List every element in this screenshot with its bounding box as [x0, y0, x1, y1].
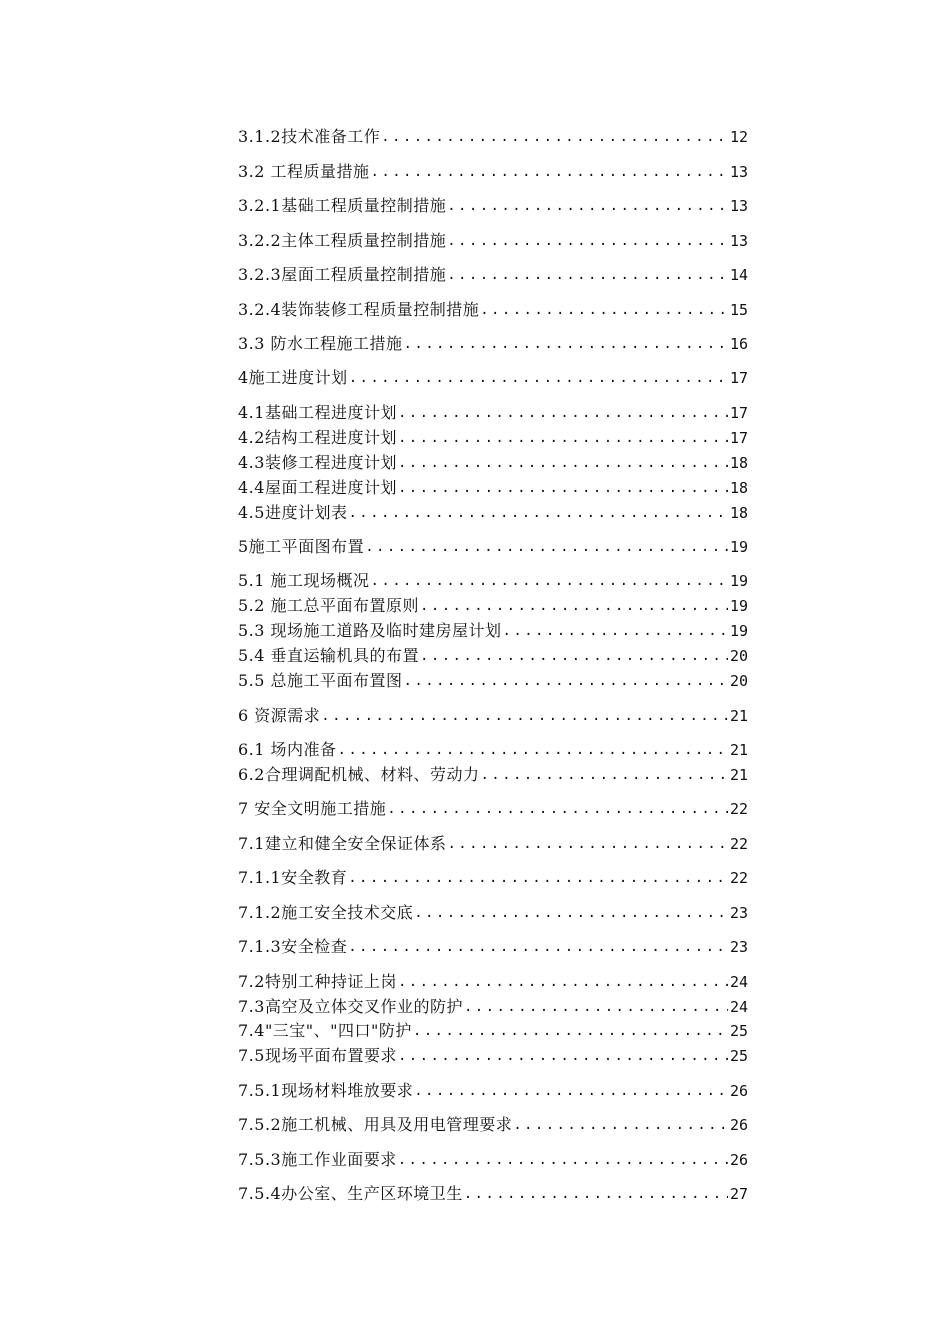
toc-entry-title: 7.3高空及立体交叉作业的防护	[238, 997, 463, 1016]
toc-page-number: 22	[729, 869, 748, 887]
toc-entry[interactable]	[238, 644, 748, 666]
toc-entry-title: 7.1.2施工安全技术交底	[238, 903, 414, 922]
toc-entry[interactable]	[238, 704, 748, 726]
toc-entry[interactable]	[238, 298, 748, 320]
toc-dot-leader	[380, 127, 728, 147]
toc-entry-title: 7.1.1安全教育	[238, 868, 348, 887]
toc-entry-title: 3.2 工程质量措施	[238, 162, 370, 181]
toc-page-number: 21	[729, 741, 748, 759]
toc-dot-leader	[397, 1046, 728, 1066]
toc-entry-title: 3.2.2主体工程质量控制措施	[238, 231, 447, 250]
toc-page-number: 19	[729, 597, 748, 615]
toc-entry[interactable]	[238, 619, 748, 641]
toc-entry[interactable]	[238, 970, 748, 992]
toc-page-number: 18	[729, 454, 748, 472]
toc-entry[interactable]	[238, 1113, 748, 1135]
toc-entry-title: 5.2 施工总平面布置原则	[238, 596, 420, 615]
toc-page-number: 19	[729, 622, 748, 640]
toc-entry-title: 5.3 现场施工道路及临时建房屋计划	[238, 621, 502, 640]
toc-dot-leader	[446, 834, 727, 854]
toc-entry-title: 3.2.4装饰装修工程质量控制措施	[238, 300, 480, 319]
toc-dot-leader	[419, 646, 728, 666]
toc-entry-title: 4施工进度计划	[238, 368, 348, 387]
toc-entry[interactable]	[238, 669, 748, 691]
toc-dot-leader	[463, 997, 728, 1017]
toc-page-number: 13	[729, 163, 748, 181]
toc-entry[interactable]	[238, 125, 748, 147]
toc-dot-leader	[446, 265, 728, 285]
toc-page-number: 25	[729, 1022, 748, 1040]
toc-dot-leader	[502, 621, 728, 641]
toc-entry-title: 6 资源需求	[238, 706, 321, 725]
toc-entry-title: 4.4屋面工程进度计划	[238, 478, 397, 497]
toc-entry[interactable]	[238, 995, 748, 1017]
toc-dot-leader	[320, 706, 728, 726]
toc-dot-leader	[463, 1184, 728, 1204]
toc-entry[interactable]	[238, 451, 748, 473]
toc-entry-title: 4.1基础工程进度计划	[238, 403, 397, 422]
toc-page-number: 23	[729, 938, 748, 956]
toc-page-number: 21	[729, 766, 748, 784]
toc-entry[interactable]	[238, 866, 748, 888]
toc-page-number: 22	[729, 800, 748, 818]
toc-page-number: 20	[729, 647, 748, 665]
toc-page-number: 13	[729, 232, 748, 250]
toc-entry-title: 5施工平面图布置	[238, 537, 365, 556]
toc-entry-title: 4.3装修工程进度计划	[238, 453, 397, 472]
toc-dot-leader	[446, 196, 728, 216]
toc-page-number: 19	[729, 572, 748, 590]
toc-dot-leader	[512, 1115, 728, 1135]
toc-entry-title: 7.5.1现场材料堆放要求	[238, 1081, 414, 1100]
toc-entry-title: 5.4 垂直运输机具的布置	[238, 646, 420, 665]
toc-dot-leader	[413, 1081, 728, 1101]
toc-entry[interactable]	[238, 797, 748, 819]
toc-page-number: 23	[729, 904, 748, 922]
toc-dot-leader	[364, 537, 728, 557]
toc-page-number: 18	[729, 504, 748, 522]
toc-page-number: 26	[729, 1116, 748, 1134]
toc-entry[interactable]	[238, 1019, 748, 1041]
toc-page-number: 26	[729, 1151, 748, 1169]
toc-page-number: 17	[729, 404, 748, 422]
toc-dot-leader	[403, 671, 728, 691]
toc-page-number: 17	[729, 369, 748, 387]
toc-dot-leader	[347, 937, 728, 957]
toc-entry[interactable]	[238, 332, 748, 354]
toc-entry[interactable]	[238, 1182, 748, 1204]
toc-dot-leader	[446, 231, 728, 251]
toc-entry[interactable]	[238, 594, 748, 616]
toc-entry-title: 6.2合理调配机械、材料、劳动力	[238, 765, 480, 784]
toc-page-number: 14	[729, 266, 748, 284]
toc-entry-title: 4.5进度计划表	[238, 503, 348, 522]
toc-entry[interactable]	[238, 366, 748, 388]
toc-dot-leader	[479, 765, 727, 785]
toc-entry-title: 3.3 防水工程施工措施	[238, 334, 403, 353]
toc-dot-leader	[397, 1150, 728, 1170]
toc-dot-leader	[347, 503, 727, 523]
toc-dot-leader	[419, 596, 728, 616]
toc-page-number: 13	[729, 197, 748, 215]
toc-entry-title: 7.2特别工种持证上岗	[238, 972, 397, 991]
toc-page-number: 22	[729, 835, 748, 853]
toc-dot-leader	[370, 571, 728, 591]
toc-page-number: 27	[729, 1185, 748, 1203]
toc-page-number: 15	[729, 301, 748, 319]
toc-dot-leader	[479, 300, 728, 320]
toc-entry-title: 7.5.4办公室、生产区环境卫生	[238, 1184, 463, 1203]
toc-entry-title: 5.1 施工现场概况	[238, 571, 370, 590]
toc-entry[interactable]	[238, 476, 748, 498]
toc-entry[interactable]	[238, 1044, 748, 1066]
toc-entry[interactable]	[238, 160, 748, 182]
toc-dot-leader	[397, 972, 728, 992]
toc-entry[interactable]	[238, 569, 748, 591]
toc-entry[interactable]	[238, 901, 748, 923]
toc-entry-title: 7.5.2施工机械、用具及用电管理要求	[238, 1115, 513, 1134]
toc-entry-title: 3.2.3屋面工程质量控制措施	[238, 265, 447, 284]
toc-entry[interactable]	[238, 1148, 748, 1170]
toc-dot-leader	[412, 1021, 728, 1041]
toc-page-number: 24	[729, 998, 748, 1016]
toc-dot-leader	[403, 334, 728, 354]
toc-page-number: 21	[729, 707, 748, 725]
table-of-contents	[238, 0, 748, 1344]
toc-entry[interactable]	[238, 935, 748, 957]
toc-entry-title: 4.2结构工程进度计划	[238, 428, 397, 447]
toc-entry[interactable]	[238, 401, 748, 423]
toc-entry-title: 7.5.3施工作业面要求	[238, 1150, 397, 1169]
toc-dot-leader	[397, 403, 728, 423]
toc-entry[interactable]	[238, 832, 748, 854]
toc-dot-leader	[370, 162, 728, 182]
toc-entry[interactable]	[238, 535, 748, 557]
toc-entry-title: 7.5现场平面布置要求	[238, 1046, 397, 1065]
toc-entry-title: 5.5 总施工平面布置图	[238, 671, 403, 690]
toc-dot-leader	[397, 478, 728, 498]
toc-page-number: 19	[729, 538, 748, 556]
toc-page-number: 24	[729, 973, 748, 991]
toc-entry[interactable]	[238, 263, 748, 285]
toc-entry-title: 7.1.3安全检查	[238, 937, 348, 956]
toc-entry-title: 7.4"三宝"、"四口"防护	[238, 1021, 412, 1040]
toc-page-number: 18	[729, 479, 748, 497]
toc-page-number: 16	[729, 335, 748, 353]
toc-dot-leader	[348, 368, 728, 388]
toc-page-number: 12	[729, 128, 748, 146]
toc-entry[interactable]	[238, 194, 748, 216]
toc-page-number: 25	[729, 1047, 748, 1065]
toc-entry-title: 3.2.1基础工程质量控制措施	[238, 196, 447, 215]
toc-page-number: 17	[729, 429, 748, 447]
toc-dot-leader	[397, 428, 728, 448]
toc-entry-title: 6.1 场内准备	[238, 740, 337, 759]
toc-dot-leader	[386, 799, 728, 819]
toc-dot-leader	[337, 740, 728, 760]
toc-dot-leader	[397, 453, 728, 473]
toc-page-number: 20	[729, 672, 748, 690]
toc-entry-title: 7 安全文明施工措施	[238, 799, 387, 818]
toc-entry[interactable]	[238, 1079, 748, 1101]
toc-entry-title: 3.1.2技术准备工作	[238, 127, 381, 146]
toc-dot-leader	[347, 868, 728, 888]
toc-entry[interactable]	[238, 426, 748, 448]
toc-entry[interactable]	[238, 763, 748, 785]
toc-page-number: 26	[729, 1082, 748, 1100]
toc-dot-leader	[413, 903, 728, 923]
toc-entry[interactable]	[238, 229, 748, 251]
toc-entry-title: 7.1建立和健全安全保证体系	[238, 834, 447, 853]
toc-entry[interactable]	[238, 738, 748, 760]
toc-entry[interactable]	[238, 501, 748, 523]
